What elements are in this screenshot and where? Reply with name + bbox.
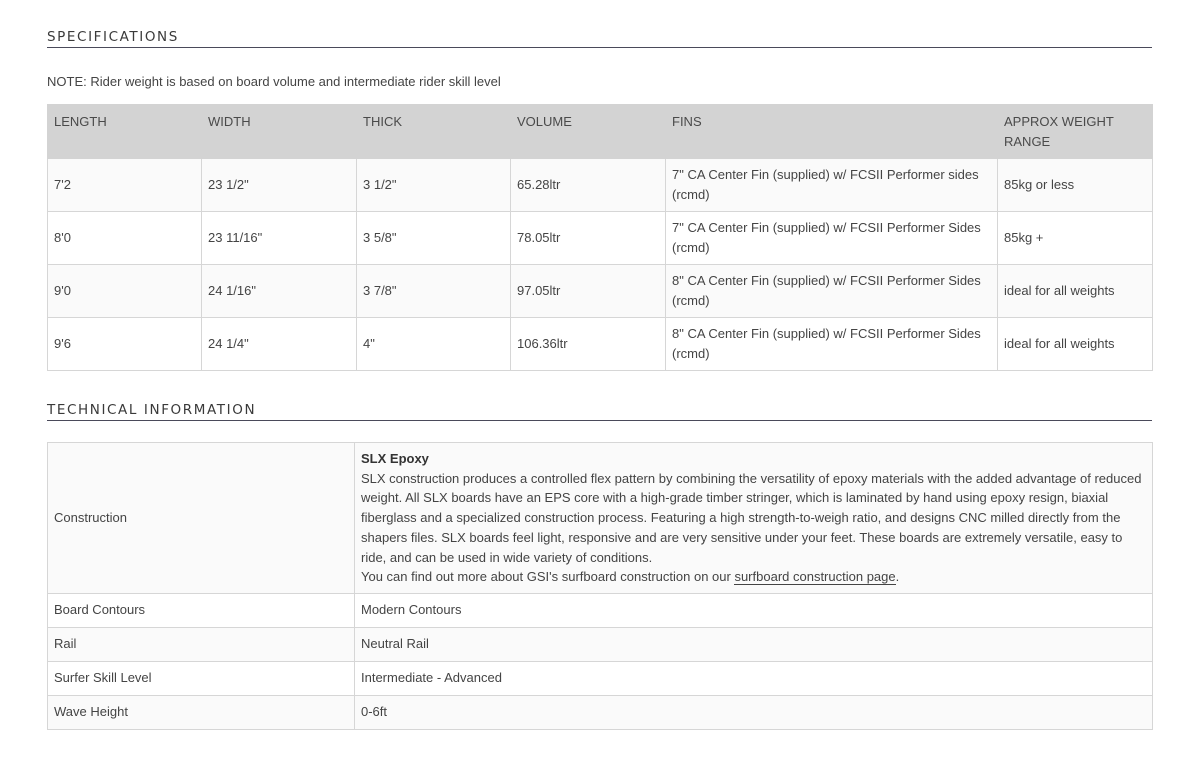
cell-width: 24 1/4" [202,318,357,371]
header-thick: THICK [357,105,511,159]
cell-weight-range: 85kg or less [998,159,1153,212]
header-volume: VOLUME [511,105,666,159]
board-contours-label: Board Contours [48,593,355,627]
cell-fins: 8" CA Center Fin (supplied) w/ FCSII Performer Sides (rcmd) [666,265,998,318]
table-row [48,443,1153,594]
construction-heading: SLX Epoxy [361,451,429,466]
cell-fins: 8" CA Center Fin (supplied) w/ FCSII Performer Sides (rcmd) [666,318,998,371]
table-row [48,265,1153,318]
surfer-skill-level-label: Surfer Skill Level [48,661,355,695]
header-fins: FINS [666,105,998,159]
table-row [48,212,1153,265]
technical-information-heading: TECHNICAL INFORMATION [47,402,1152,421]
table-header-row [48,105,1153,159]
surfboard-construction-link[interactable]: surfboard construction page [734,569,896,585]
construction-label: Construction [48,443,355,594]
construction-link-prefix: You can find out more about GSI's surfboard construction on our [361,569,735,585]
technical-information-table [47,442,1153,730]
cell-length: 9'6 [48,318,202,371]
construction-description: SLX construction produces a controlled flex pattern by combining the versatility of epoxy materials with the added advantage of reduced weight. All SLX boards have an EPS core with a high-grade timber stringer, which is laminated by hand using epoxy resign, biaxial fiberglass and a specialized construction process. Featuring a high strength-to-weigh ratio, and designs CNC milled directly from the shapers files. SLX boards feel light, responsive and are very sensitive under your feet. These boards are extremely versatile, easy to ride, and can be used in wide variety of conditions. [361,470,1142,565]
rail-value: Neutral Rail [355,627,1153,661]
header-width: WIDTH [202,105,357,159]
cell-length: 7'2 [48,159,202,212]
wave-height-label: Wave Height [48,695,355,729]
cell-volume: 65.28ltr [511,159,666,212]
table-row [48,159,1153,212]
cell-weight-range: 85kg + [998,212,1153,265]
cell-volume: 97.05ltr [511,265,666,318]
cell-weight-range: ideal for all weights [998,265,1153,318]
construction-link-line [361,567,1146,587]
header-weight-range: APPROX WEIGHT RANGE [998,105,1153,159]
cell-thick: 3 7/8" [357,265,511,318]
table-row [48,318,1153,371]
cell-width: 23 1/2" [202,159,357,212]
surfer-skill-level-value: Intermediate - Advanced [355,661,1153,695]
rider-weight-note: NOTE: Rider weight is based on board volume and intermediate rider skill level [47,74,501,89]
table-row [48,661,1153,695]
board-contours-value: Modern Contours [355,593,1153,627]
cell-volume: 106.36ltr [511,318,666,371]
cell-thick: 3 5/8" [357,212,511,265]
cell-fins: 7" CA Center Fin (supplied) w/ FCSII Performer sides (rcmd) [666,159,998,212]
product-details [47,0,1152,730]
cell-weight-range: ideal for all weights [998,318,1153,371]
cell-length: 8'0 [48,212,202,265]
specifications-heading: SPECIFICATIONS [47,29,1152,48]
rail-label: Rail [48,627,355,661]
cell-volume: 78.05ltr [511,212,666,265]
wave-height-value: 0-6ft [355,695,1153,729]
header-length: LENGTH [48,105,202,159]
cell-length: 9'0 [48,265,202,318]
cell-thick: 3 1/2" [357,159,511,212]
cell-fins: 7" CA Center Fin (supplied) w/ FCSII Performer Sides (rcmd) [666,212,998,265]
specifications-table [47,104,1153,371]
construction-link-suffix: . [895,569,900,585]
cell-width: 23 11/16" [202,212,357,265]
cell-thick: 4" [357,318,511,371]
construction-value [355,443,1153,594]
cell-width: 24 1/16" [202,265,357,318]
table-row [48,627,1153,661]
table-row [48,593,1153,627]
table-row [48,695,1153,729]
